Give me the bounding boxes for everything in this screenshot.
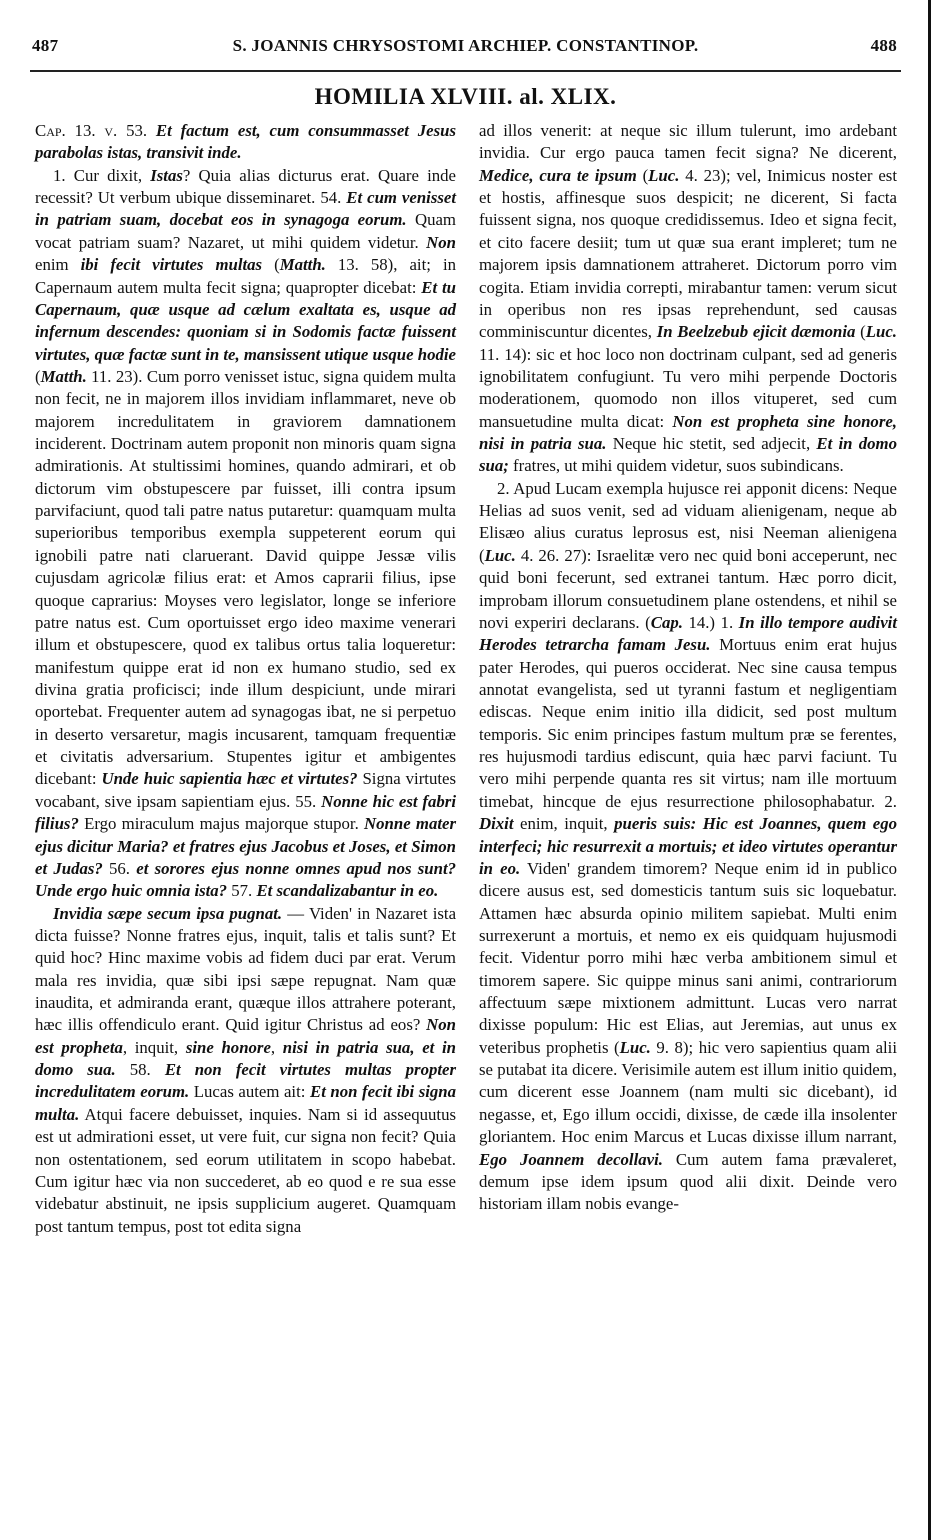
- running-title: S. JOANNIS CHRYSOSTOMI ARCHIEP. CONSTANTINOP.: [232, 36, 699, 55]
- chapter-ref: Cap. 13. v. 53.: [35, 121, 148, 140]
- page-number-right: 488: [870, 36, 897, 55]
- running-header: [28, 36, 903, 62]
- side-heading: Invidia sæpe secum ipsa pugnat.: [53, 903, 283, 923]
- homily-title: HOMILIA XLVIII. al. XLIX.: [314, 84, 617, 109]
- paragraph-3: ad illos venerit: at neque sic illum tulerunt, imo ardebant invidia. Cur ergo pauca tamen fecit signa? Ne dicerent, Medice, cura te ipsum (Luc. 4. 23); vel, Inimicus noster est et hostis, affinesque suos despicit; ne dicerent, Si facta fuissent signa, nos quoque credidissemus. Ideo et signa fecit, et cito facere desiit; tum ut quæ sua erant impleret; tum ne majorem ipsis damnationem attraheret. Dictorum porro vim cogita. Etiam invidia correpti, mirabantur tamen: verum sicut in operibus non res ipsas reprehendunt, sed causas comminiscuntur dicentes, In Beelzebub ejicit dæmonia (Luc. 11. 14): sic et hoc loco non doctrinam culpant, sed ad generis ignobilitatem confugiunt. Tu vero mihi perpende Doctoris moderationem, quomodo non illos vituperet, sed cum mansuetudine multa dicat: Non est propheta sine honore, nisi in patria sua. Neque hic stetit, sed adjecit, Et in domo sua; fratres, ut mihi quidem videtur, suos subindicans.: [479, 121, 897, 476]
- paragraph-4: 2. Apud Lucam exempla hujusce rei apponit dicens: Neque Helias ad suos venit, sed ad viduam alienigenam, neque ab Elisæo alius curatus leprosus est, nisi Neeman alienigena (Luc. 4. 26. 27): Israelitæ vero nec quid boni acceperunt, nec quid boni fecerunt, sed extranei tantum. Hæc porro dicit, improbam illorum consuetudinem plane ostendens, et nihil se novi experiri declarans. (Cap. 14.) 1. In illo tempore audivit Herodes tetrarcha famam Jesu. Mortuus enim erat hujus pater Herodes, qui pueros occiderat. Nec sine causa tempus annotat evangelista, sed ut tyranni fastum et negligentiam ediscas. Neque enim initio illa didicit, sed post multum temporis. Sic enim principes fastum multum præ se ferentes, res hujusmodi tardius ediscunt, quia hæc parvi faciunt. Tu vero mihi perpende quanta res sit virtus; nam ille mortuum timebat, hincque de ejus resurrectione philosophabatur. 2. Dixit enim, inquit, pueris suis: Hic est Joannes, quem ego interfeci; hic resurrexit a mortuis; et ideo virtutes operantur in eo. Viden' grandem timorem? Neque enim id in publico dicere ausus est, sed domesticis tantum suis sic loquebatur. Attamen hæc absurda opinio militem sapiebat. Multi enim surrexerunt a mortuis, et nemo ex eis quidquam hujusmodi fecit. Videntur porro mihi hæc verba ambitionem simul et timorem sapere. Sic quippe minus sani animi, contrariorum affectuum sæpe mixtionem admittunt. Lucas vero narrat dixisse populum: Hic est Elias, aut Jeremias, aut unus ex veteribus prophetis (Luc. 9. 8); hic vero sapientius quam alii se putabat ita dicere. Verisimile autem est illum initio quidem, cum dicerent esse Joannem (nam multi sic dicebant), id negasse, et, Ego illum occidi, dixisse, de cæde illa insolenter gloriantem. Hoc enim Marcus et Lucas dixisse illum narrant, Ego Joannem decollavi. Cum autem fama prævaleret, demum ipse idem ipsum quod alii dixit. Deinde vero historiam illam nobis evange-: [479, 478, 898, 1214]
- header-rule: [30, 70, 901, 72]
- right-column: [479, 120, 897, 1216]
- paragraph-1: 1. Cur dixit, Istas? Quia alias dicturus erat. Quare inde recessit? Ut verbum ubique disseminaret. 54. Et cum venisset in patriam suam, docebat eos in synagoga eorum. Quam vocat patriam suam? Nazaret, ut mihi quidem videtur. Non enim ibi fecit virtutes multas (Matth. 13. 58), ait; in Capernaum autem multa fecit signa; quapropter dicebat: Et tu Capernaum, quæ usque ad cælum exaltata es, usque ad infernum descendes: quoniam si in Sodomis factæ fuissent virtutes, quæ factæ sunt in te, mansissent utique usque hodie (Matth. 11. 23). Cum porro venisset istuc, signa quidem multa non fecit, ne in majorem illos invidiam inflammaret, neve ob majorem incredulitatem in graviorem damnationem inciderent. Doctrinam autem proponit non minoris quam signa admirationis. At stultissimi homines, quando admirari, et ob dictorum vim obstupescere par fuisset, illi contra ipsum parvifaciunt, quod tali patre natus putaretur: quamquam multa superioribus temporibus exempla suppeterent eorum qui ignobili patre nati claruerant. David quippe Jessæ vilis cujusdam agricolæ filius erat: et Amos caprarii filius, ipse quoque caprarius: Moyses vero legislator, longe se inferiore patre natus est. Cum oportuisset ergo ideo maxime venerari illum et obstupescere, quod ex talibus ortus talia loqueretur: manifestum quippe erat id non ex humano studio, sed ex divina gratia proficisci; inde illum despiciunt, unde mirari oportebat. Frequenter autem ad synagogas ibat, ne si perpetuo in deserto versaretur, magis incusarent, tamquam frequentiæ et civitatis adversarium. Stupentes igitur et ambigentes dicebant: Unde huic sapientia hæc et virtutes? Signa virtutes vocabant, sive ipsam sapientiam ejus. 55. Nonne hic est fabri filius? Ergo miraculum majus majorque stupor. Nonne mater ejus dicitur Maria? et fratres ejus Jacobus et Joses, et Simon et Judas? 56. et sorores ejus nonne omnes apud nos sunt? Unde ergo huic omnia ista? 57. Et scandalizabantur in eo.: [35, 165, 457, 901]
- left-column: [35, 120, 456, 1238]
- page-number-left: 487: [32, 36, 59, 55]
- paragraph-2: Invidia sæpe secum ipsa pugnat. — Viden' in Nazaret ista dicta fuisse? Nonne fratres ejus, inquit, talis et talis sunt? Et quid hoc? Hinc maxime vobis ad fidem duci par erat. Verum mala res invidia, quæ sibi ipsi sæpe repugnat. Nam quæ inaudita, et admiranda erant, quæque illos attrahere poterant, hæc illis offendiculo erant. Quid igitur Christus ad eos? Non est propheta, inquit, sine honore, nisi in patria sua, et in domo sua. 58. Et non fecit virtutes multas propter incredulitatem eorum. Lucas autem ait: Et non fecit ibi signa multa. Atqui facere debuisset, inquies. Nam si id assequutus est ut admirationi esset, ut vere fuit, cur signa non fecit? Quia non ostentationem, sed eorum utilitatem in scopo habebat. Cum igitur hæc via non succederet, ab eo quod e re sua esse videbatur abstinuit, ne ipsis supplicium augeret. Quamquam post tantum tempus, post tot edita signa: [35, 903, 457, 1236]
- chapter-heading: [35, 120, 456, 165]
- column-gutter: [466, 122, 467, 1517]
- verse-quote: Et factum est, cum consummasset Jesus parabolas istas, transivit inde.: [35, 121, 456, 163]
